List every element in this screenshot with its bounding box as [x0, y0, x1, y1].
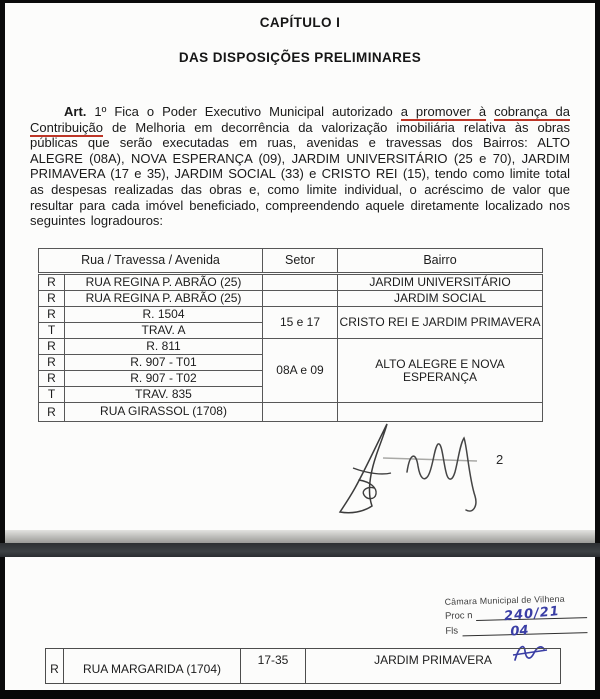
street-cell: RUA GIRASSOL (1708): [65, 403, 263, 422]
municipal-stamp: [444, 593, 588, 640]
district-cell: JARDIM UNIVERSITÁRIO: [338, 274, 543, 291]
sector-cell-merged: 15 e 17: [263, 307, 338, 339]
type-cell: R: [39, 307, 65, 323]
street-cell: RUA MARGARIDA (1704): [64, 649, 241, 684]
street-cell: RUA REGINA P. ABRÃO (25): [65, 291, 263, 307]
district-cell: JARDIM SOCIAL: [338, 291, 543, 307]
district-cell-merged: CRISTO REI E JARDIM PRIMAVERA: [338, 307, 543, 339]
article-label: Art.: [64, 104, 87, 119]
article-text-segment: [486, 104, 494, 119]
table-row: [46, 649, 561, 684]
annex-table-row-fragment: [45, 648, 561, 684]
header-district: Bairro: [338, 249, 543, 274]
stamp-fls-value-handwritten: 04: [509, 623, 529, 640]
article-text-segment: de Melhoria em decorrência da valorização imobiliária relativa às obras públicas que serão executadas em ruas, avenidas e travessas dos Bairros: ALTO ALEGRE (08A), NOVA ESPERANÇA (09), JARDIM UNIVERSITÁRIO (25 e 70), JARDIM PRIMAVERA (17 e 35), JARDIM SOCIAL (33) e CRISTO REI (15), tendo como limite total as despesas realizadas das obras e, como limite individual, o acréscimo de valor que resultar para cada imóvel beneficiado, compreendendo aquele diretamente localizado nos seguintes logradouros:: [30, 119, 570, 229]
sector-cell-merged: 08A e 09: [263, 339, 338, 403]
street-cell: TRAV. 835: [65, 387, 263, 403]
type-cell: T: [39, 387, 65, 403]
article-text-segment: 1º Fica o Poder Executivo Municipal autorizado: [86, 104, 401, 119]
stamp-proc-label: Proc n: [444, 610, 473, 622]
document-page-1: [5, 3, 595, 530]
district-cell-merged: ALTO ALEGRE E NOVA ESPERANÇA: [338, 339, 543, 403]
type-cell: R: [39, 274, 65, 291]
handwritten-signature: [325, 418, 510, 523]
scan-bottom-border: [0, 690, 600, 699]
header-sector: Setor: [263, 249, 338, 274]
stamp-proc-row: [444, 603, 587, 625]
table-row: [39, 291, 543, 307]
table-row: [39, 274, 543, 291]
document-page-2: [5, 557, 595, 690]
street-cell: R. 1504: [65, 307, 263, 323]
sector-cell: [263, 291, 338, 307]
district-cell: JARDIM PRIMAVERA: [306, 649, 561, 684]
type-cell: R: [46, 649, 64, 684]
red-underlined-phrase-2: cobrança da Contribuição: [30, 104, 570, 135]
street-cell: R. 811: [65, 339, 263, 355]
article-1-paragraph: [30, 104, 570, 229]
section-title: DAS DISPOSIÇÕES PRELIMINARES: [178, 50, 422, 65]
type-cell: R: [39, 403, 65, 422]
stamp-fls-label: Fls: [445, 625, 459, 637]
type-cell: R: [39, 291, 65, 307]
chapter-title: CAPÍTULO I: [259, 15, 341, 30]
type-cell: R: [39, 339, 65, 355]
table-row: [39, 307, 543, 323]
type-cell: T: [39, 323, 65, 339]
street-cell: R. 907 - T01: [65, 355, 263, 371]
table-row: [39, 339, 543, 355]
stamp-proc-value-handwritten: 240/21: [503, 603, 562, 625]
sector-cell: [263, 274, 338, 291]
type-cell: R: [39, 355, 65, 371]
type-cell: R: [39, 371, 65, 387]
stamp-organization: Câmara Municipal de Vilhena: [444, 593, 565, 607]
stamp-fls-line: [462, 621, 588, 640]
street-cell: RUA REGINA P. ABRÃO (25): [65, 274, 263, 291]
stamp-fls-row: [445, 621, 587, 640]
table-header-row: [39, 249, 543, 274]
page-number: 2: [496, 452, 504, 467]
street-cell: R. 907 - T02: [65, 371, 263, 387]
sector-cell: 17-35: [241, 649, 306, 684]
stamp-proc-line: [476, 603, 587, 625]
header-street: Rua / Travessa / Avenida: [39, 249, 263, 274]
streets-table: [38, 248, 543, 422]
street-cell: TRAV. A: [65, 323, 263, 339]
scan-seam-band: [0, 543, 600, 557]
red-underlined-phrase-1: a promover à: [400, 104, 487, 119]
scan-edge-shadow: [5, 530, 595, 543]
